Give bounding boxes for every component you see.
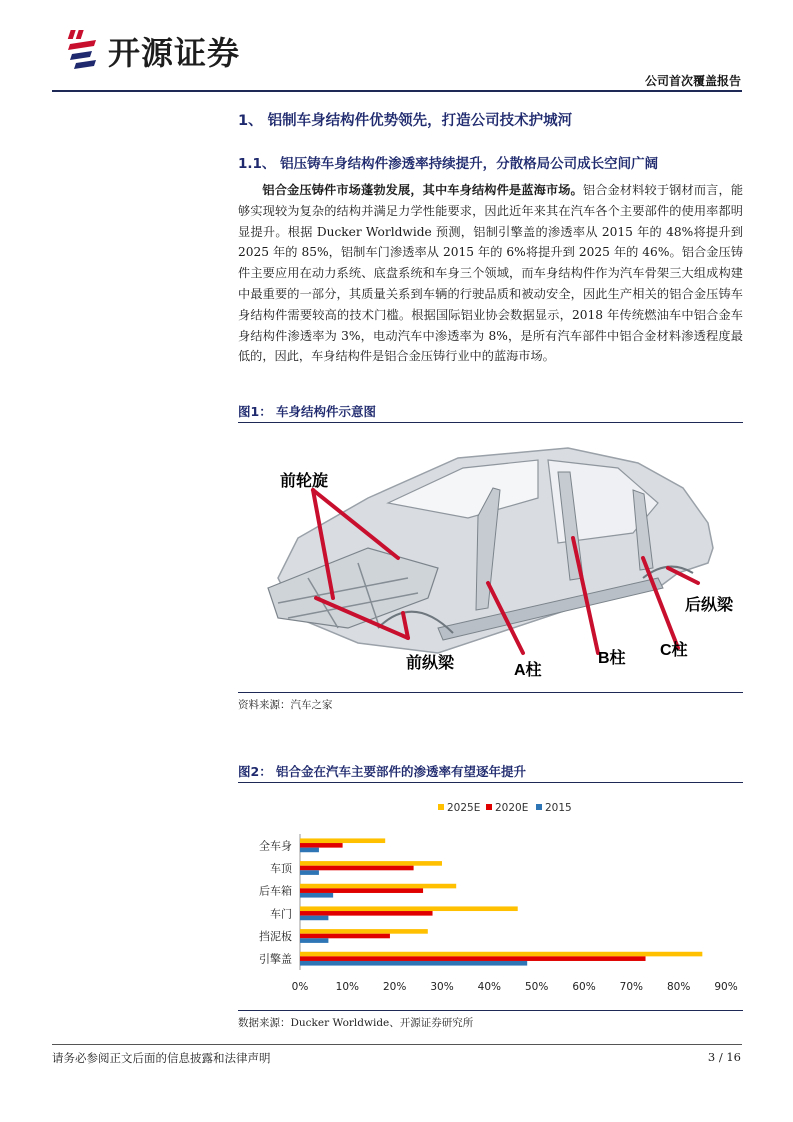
figure2-bottom-rule bbox=[238, 1010, 743, 1011]
category-label-4: 挡泥板 bbox=[259, 930, 292, 943]
bar-2025E-2 bbox=[300, 884, 456, 889]
figure2-top-rule bbox=[238, 782, 743, 783]
figure1-top-rule bbox=[238, 422, 743, 423]
bar-2025E-4 bbox=[300, 929, 428, 934]
page-number: 3 / 16 bbox=[707, 1050, 741, 1064]
report-type-label: 公司首次覆盖报告 bbox=[644, 74, 741, 88]
category-label-0: 全车身 bbox=[259, 839, 292, 853]
footer-disclaimer: 请务必参阅正文后面的信息披露和法律声明 bbox=[52, 1051, 271, 1065]
footer-divider bbox=[52, 1044, 742, 1045]
figure2-source: 数据来源：Ducker Worldwide、开源证券研究所 bbox=[238, 1017, 474, 1029]
bar-2015-3 bbox=[300, 916, 328, 921]
bar-2020E-2 bbox=[300, 888, 423, 893]
label-b-pillar: B柱 bbox=[598, 650, 626, 667]
label-a-pillar: A柱 bbox=[514, 662, 542, 679]
section-heading: 1、 铝制车身结构件优势领先，打造公司技术护城河 bbox=[238, 113, 573, 129]
bar-2015-4 bbox=[300, 938, 328, 943]
car-body-illustration bbox=[238, 428, 743, 692]
x-tick-label-0: 0% bbox=[291, 981, 309, 993]
label-front-wheel: 前轮旋 bbox=[280, 473, 329, 490]
bar-2015-2 bbox=[300, 893, 333, 898]
bar-2020E-4 bbox=[300, 934, 390, 939]
figure1-source: 资料来源：汽车之家 bbox=[238, 699, 333, 711]
x-tick-label-2: 20% bbox=[382, 981, 407, 993]
subsection-heading: 1.1、 铝压铸车身结构件渗透率持续提升，分散格局公司成长空间广阔 bbox=[238, 156, 659, 172]
category-label-2: 后车箱 bbox=[259, 884, 292, 898]
paragraph-text: 铝合金材料较于钢材而言，能够实现较为复杂的结构并满足力学性能要求，因此近年来其在汽车各个主要部件的使用率都明显提升。根据 Ducker Worldwide 预测，铝制引擎盖的渗透率从 2015 年的 48%将提升到 2025 年的 85%，铝制车门渗透率从 2015 年的 6%将提升到 2025 年的 46%。铝合金压铸件主要应用在动力系统、底盘系统和车身三个领域，而车身结构件作为汽车骨架三大组成构建中最重要的一部分，其质量关系到车辆的行驶品质和被动安全，因此生产相关的铝合金压铸车身结构件需要较高的技术门槛。根据国际铝业协会数据显示，2018 年传统燃油车中铝合金车身结构件渗透率为 3%，电动汽车中渗透率为 8%，是所有汽车部件中铝合金材料渗透程度最低的，因此，车身结构件是铝合金压铸行业中的蓝海市场。 bbox=[238, 183, 744, 364]
category-label-5: 引擎盖 bbox=[259, 952, 292, 966]
legend-swatch-2020E bbox=[486, 804, 492, 810]
figure1-title: 图1： 车身结构件示意图 bbox=[238, 404, 377, 419]
bar-2025E-0 bbox=[300, 838, 385, 843]
label-front-rail: 前纵梁 bbox=[406, 655, 455, 672]
bar-2025E-5 bbox=[300, 952, 702, 957]
bar-2020E-0 bbox=[300, 843, 343, 848]
bar-2015-5 bbox=[300, 961, 527, 966]
legend-label-2015: 2015 bbox=[545, 802, 572, 814]
bar-2015-1 bbox=[300, 870, 319, 875]
label-rear-rail: 后纵梁 bbox=[685, 597, 734, 614]
x-tick-label-6: 60% bbox=[572, 981, 596, 993]
bar-2015-0 bbox=[300, 848, 319, 853]
header-divider bbox=[52, 90, 742, 92]
brand-logo-text: 开源证券 bbox=[108, 34, 241, 72]
paragraph-lead: 铝合金压铸件市场蓬勃发展，其中车身结构件是蓝海市场。 bbox=[262, 183, 583, 197]
figure2-title: 图2： 铝合金在汽车主要部件的渗透率有望逐年提升 bbox=[238, 764, 527, 779]
bar-2020E-1 bbox=[300, 866, 414, 871]
bar-2020E-5 bbox=[300, 956, 646, 961]
body-paragraph bbox=[238, 180, 743, 367]
bar-2025E-3 bbox=[300, 906, 518, 911]
bar-2025E-1 bbox=[300, 861, 442, 866]
x-tick-label-7: 70% bbox=[619, 981, 644, 993]
penetration-bar-chart bbox=[238, 796, 743, 1006]
bar-2020E-3 bbox=[300, 911, 433, 916]
category-label-3: 车门 bbox=[270, 907, 292, 921]
figure1-bottom-rule bbox=[238, 692, 743, 693]
legend-label-2025E: 2025E bbox=[447, 802, 481, 814]
brand-logo-icon bbox=[66, 26, 102, 72]
x-tick-label-8: 80% bbox=[666, 981, 691, 993]
x-tick-label-9: 90% bbox=[714, 981, 738, 993]
legend-swatch-2015 bbox=[536, 804, 542, 810]
legend-swatch-2025E bbox=[438, 804, 444, 810]
x-tick-label-4: 40% bbox=[477, 981, 502, 993]
x-tick-label-5: 50% bbox=[524, 981, 549, 993]
x-tick-label-1: 10% bbox=[335, 981, 360, 993]
x-tick-label-3: 30% bbox=[430, 981, 454, 993]
legend-label-2020E: 2020E bbox=[495, 802, 529, 814]
category-label-1: 车顶 bbox=[270, 862, 292, 875]
label-c-pillar: C柱 bbox=[660, 642, 688, 659]
